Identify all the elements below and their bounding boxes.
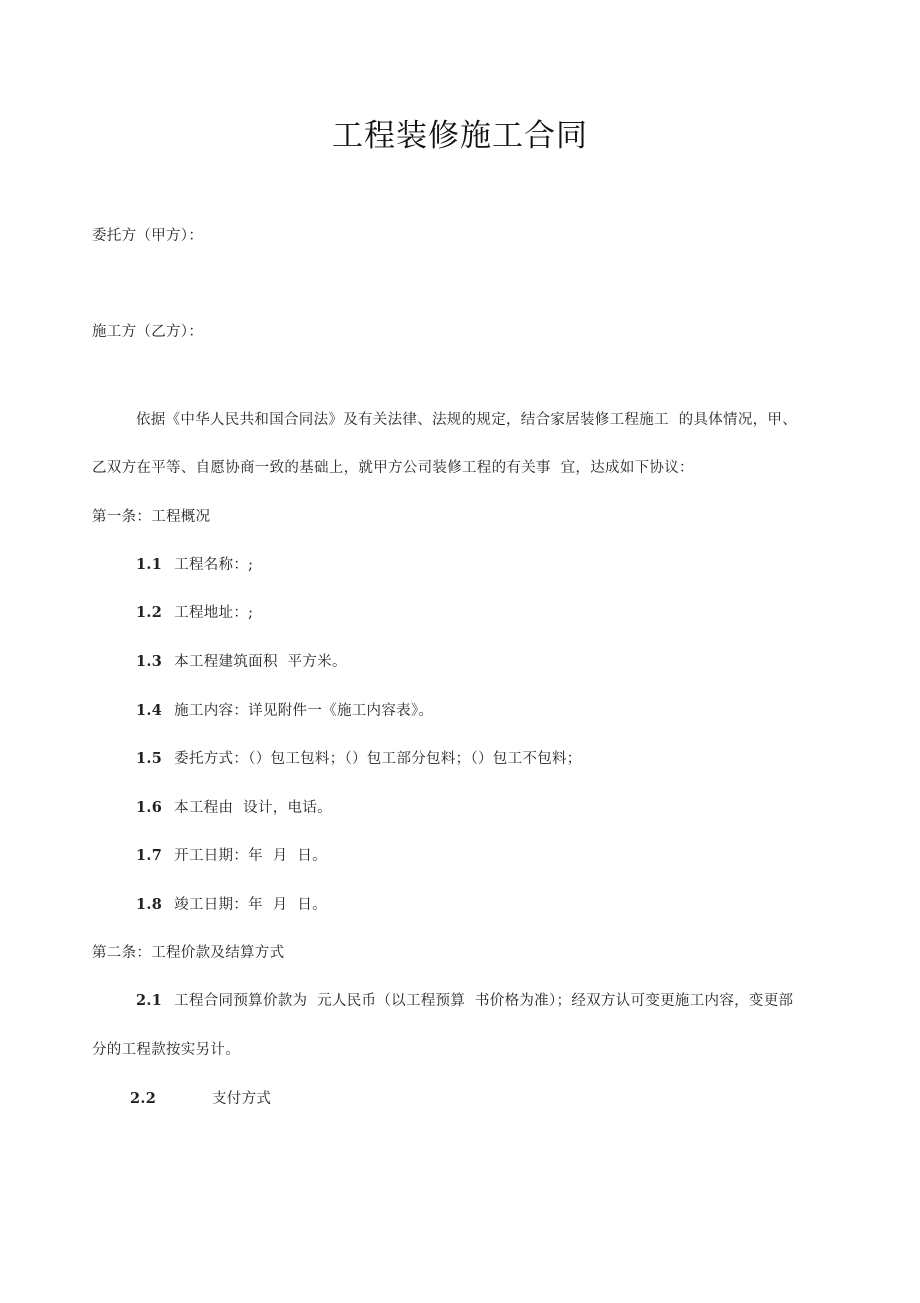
clause-number: 2.2 <box>130 1090 157 1107</box>
clause-text: 本工程建筑面积 平方米。 <box>174 654 347 670</box>
clause-text: 本工程由 设计，电话。 <box>174 800 332 816</box>
clause-text: 工程合同预算价款为 元人民币（以工程预算 书价格为准）；经双方认可变更施工内容，变更部 <box>174 993 794 1009</box>
clause-1-7 <box>136 846 327 866</box>
clause-number: 2.1 <box>136 992 163 1009</box>
clause-number: 1.2 <box>136 604 163 621</box>
clause-number: 1.5 <box>136 750 163 767</box>
preamble-line-2: 乙双方在平等、自愿协商一致的基础上，就甲方公司装修工程的有关事 宜，达成如下协议： <box>92 460 694 476</box>
clause-number: 1.4 <box>136 702 163 719</box>
clause-text: 工程地址：; <box>174 605 254 621</box>
party-a-label: 委托方（甲方）： <box>92 228 204 244</box>
clause-text: 施工内容：详见附件一《施工内容表》。 <box>174 703 434 719</box>
clause-1-5 <box>136 749 582 769</box>
clause-text: 工程名称：; <box>174 557 254 573</box>
clause-number: 1.3 <box>136 653 163 670</box>
clause-1-6 <box>136 798 332 818</box>
clause-1-3 <box>136 652 347 672</box>
clause-number: 1.7 <box>136 847 163 864</box>
clause-1-1 <box>136 555 253 575</box>
clause-number: 1.6 <box>136 799 163 816</box>
clause-1-8 <box>136 895 327 915</box>
clause-text: 支付方式 <box>212 1091 272 1107</box>
article-2-heading: 第二条：工程价款及结算方式 <box>92 945 285 961</box>
clause-text: 开工日期：年 月 日。 <box>174 848 327 864</box>
preamble-line-1: 依据《中华人民共和国合同法》及有关法律、法规的规定，结合家居装修工程施工 的具体情况，甲、 <box>136 412 798 428</box>
clause-number: 1.1 <box>136 556 163 573</box>
clause-1-4 <box>136 701 433 721</box>
party-b-label: 施工方（乙方）： <box>92 324 204 340</box>
clause-2-2 <box>130 1089 271 1109</box>
clause-2-1-line-2: 分的工程款按实另计。 <box>92 1042 240 1058</box>
clause-1-2 <box>136 603 253 623</box>
clause-text: 委托方式：（）包工包料；（）包工部分包料；（）包工不包料； <box>174 751 582 767</box>
clause-2-1-line-1 <box>136 991 793 1011</box>
clause-number: 1.8 <box>136 896 163 913</box>
clause-text: 竣工日期：年 月 日。 <box>174 897 327 913</box>
document-title: 工程装修施工合同 <box>332 118 588 154</box>
article-1-heading: 第一条：工程概况 <box>92 509 211 525</box>
